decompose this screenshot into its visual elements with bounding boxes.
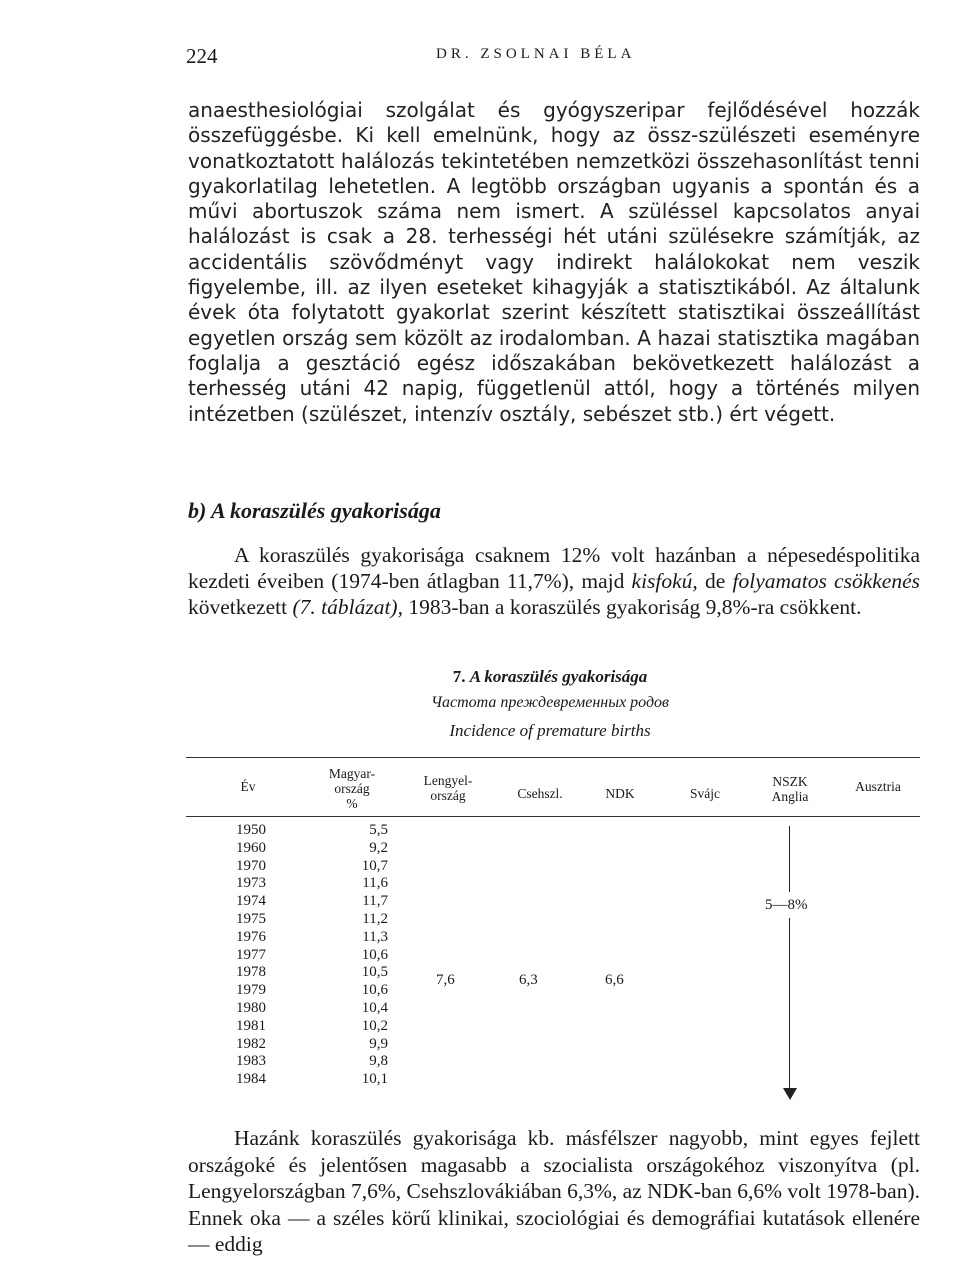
page-header: [186, 44, 926, 74]
row-value: 11,3: [362, 928, 388, 945]
table-header-rule: [186, 816, 920, 817]
cell-lengyel-1978: 7,6: [436, 972, 455, 988]
header-svajc: Svájc: [690, 786, 720, 801]
row-year: 1960: [236, 839, 266, 856]
cell-ndk-1978: 6,6: [605, 972, 624, 988]
table-row: [228, 911, 428, 929]
row-value: 10,6: [361, 982, 388, 999]
row-year: 1980: [236, 999, 266, 1016]
row-value: 10,7: [361, 857, 388, 874]
table-title-hu: [200, 667, 900, 687]
row-year: 1970: [236, 857, 266, 874]
table-body: [228, 822, 428, 1089]
header-nszk: NSZK: [772, 774, 808, 789]
header-lengyelorszag: [408, 773, 488, 803]
table-row: [228, 1000, 428, 1018]
table-row: [228, 1018, 428, 1036]
table-row: [228, 929, 428, 947]
table-title-ru: Частота преждевременных родов: [430, 694, 669, 711]
row-year: 1978: [236, 964, 266, 981]
row-year: 1975: [236, 910, 266, 927]
row-value: 10,2: [361, 1017, 388, 1034]
table-row: [228, 858, 428, 876]
range-label: 5—8%: [765, 897, 808, 913]
header-magyar-line1: Magyar-: [328, 766, 376, 781]
table-title-hu-text: A koraszülés gyakorisága: [469, 667, 648, 686]
header-ndk: NDK: [605, 786, 635, 801]
row-year: 1973: [236, 875, 266, 892]
row-value: 10,5: [361, 964, 388, 981]
table-row: [228, 1071, 428, 1089]
body-paragraph-2: [188, 542, 920, 620]
cell-csehszl-1978: 6,3: [519, 972, 538, 988]
p3-text: Hazánk koraszülés gyakorisága kb. másfélszer nagyobb, mint egyes fejlett országoké és jelentősen magasabb a szocialista országokéhoz viszonyítva (pl. Lengyelországban 7,6%, Csehszlovákiában 6,3%, az NDK-ban 6,6% volt 1978-ban). Ennek oka — a széles körű klinikai, szociológiai és demográfiai kutatások ellenére — eddig: [188, 1126, 920, 1256]
header-nszk-anglia: [752, 774, 828, 804]
row-value: 11,7: [362, 893, 388, 910]
table-row: [228, 875, 428, 893]
arrow-down-icon: [783, 1088, 797, 1100]
range-line-lower: [789, 918, 790, 1092]
p2-italic-3: (7. táblázat),: [292, 595, 403, 619]
body-paragraph-3: [188, 1125, 920, 1258]
table-number: 7.: [452, 667, 466, 686]
page-number: 224: [186, 44, 218, 68]
table-row: [228, 1036, 428, 1054]
header-magyar-line2: ország: [334, 781, 370, 796]
header-ausztria: Ausztria: [855, 779, 901, 794]
row-year: 1976: [236, 928, 266, 945]
header-anglia: Anglia: [771, 789, 809, 804]
p2-text-1: A koraszülés gyakorisága csaknem 12% volt hazánban a népesedéspolitika kezdeti éveiben (1974-ben átlagban 11,7%), majd: [188, 543, 920, 593]
row-value: 10,6: [361, 946, 388, 963]
row-value: 5,5: [369, 822, 388, 838]
p2-text-3: következett: [188, 595, 293, 619]
row-value: 11,6: [362, 875, 388, 892]
table-top-rule: [186, 757, 920, 758]
row-value: 10,1: [361, 1071, 388, 1088]
table-row: [228, 840, 428, 858]
p2-text-2: de: [697, 569, 733, 593]
row-year: 1950: [236, 822, 266, 838]
header-lengyel-line1: Lengyel-: [423, 773, 473, 788]
row-year: 1983: [236, 1053, 266, 1070]
row-value: 10,4: [361, 999, 388, 1016]
row-year: 1982: [236, 1035, 266, 1052]
running-head: DR. ZSOLNAI BÉLA: [436, 46, 636, 62]
p2-italic-1: kisfokú,: [631, 569, 698, 593]
row-value: 9,9: [369, 1035, 388, 1052]
row-year: 1977: [236, 946, 266, 963]
p2-italic-2: folyamatos csökkenés: [732, 569, 920, 593]
row-value: 11,2: [362, 910, 388, 927]
header-magyar-line3: %: [346, 796, 358, 811]
row-value: 9,2: [369, 839, 388, 856]
p2-text-4: 1983-ban a koraszülés gyakoriság 9,8%-ra csökkent.: [402, 595, 862, 619]
row-year: 1974: [236, 893, 266, 910]
row-year: 1984: [236, 1071, 266, 1088]
section-heading: b) A koraszülés gyakorisága: [188, 498, 441, 523]
table-row: [228, 964, 428, 982]
range-line-upper: [789, 826, 790, 892]
row-value: 9,8: [369, 1053, 388, 1070]
table-row: [228, 982, 428, 1000]
table-row: [228, 893, 428, 911]
header-csehszl: Csehszl.: [517, 786, 563, 801]
header-ev: Év: [240, 779, 256, 794]
table-title-en: Incidence of premature births: [449, 721, 651, 740]
table-row: [228, 947, 428, 965]
header-lengyel-line2: ország: [430, 788, 466, 803]
row-year: 1979: [236, 982, 266, 999]
table-row: [228, 1053, 428, 1071]
header-magyarorszag: [320, 766, 384, 811]
table-row: [228, 822, 428, 840]
body-paragraph-1: anaesthesiológiai szolgálat és gyógyszeripar fejlődésével hozzák összefüggésbe. Ki kell emelnünk, hogy az össz-szülészeti eseményre vonatkoztatott halálozás tekintetében nemzetközi összehasonlítást tenni gyakorlatilag lehetetlen. A legtöbb országban ugyanis a spontán és a művi abortuszok száma nem ismert. A szüléssel kapcsolatos anyai halálozást is csak a 28. terhességi hét utáni szülésekre számítják, az accidentális szövődményt vagy indirekt halálokokat nem veszik figyelembe, ill. az ilyen eseteket kihagyják a statisztikából. Az általunk évek óta folytatott gyakorlat szerint készített statisztikai összeállítást egyetlen ország sem közölt az irodalomban. A hazai statisztika magában foglalja a gesztáció egész időszakában bekövetkezett halálozást a terhesség utáni 42 napig, függetlenül attól, hogy a történés milyen intézetben (szülészet, intenzív osztály, sebészet stb.) ért végett.: [188, 98, 920, 426]
row-year: 1981: [236, 1017, 266, 1034]
